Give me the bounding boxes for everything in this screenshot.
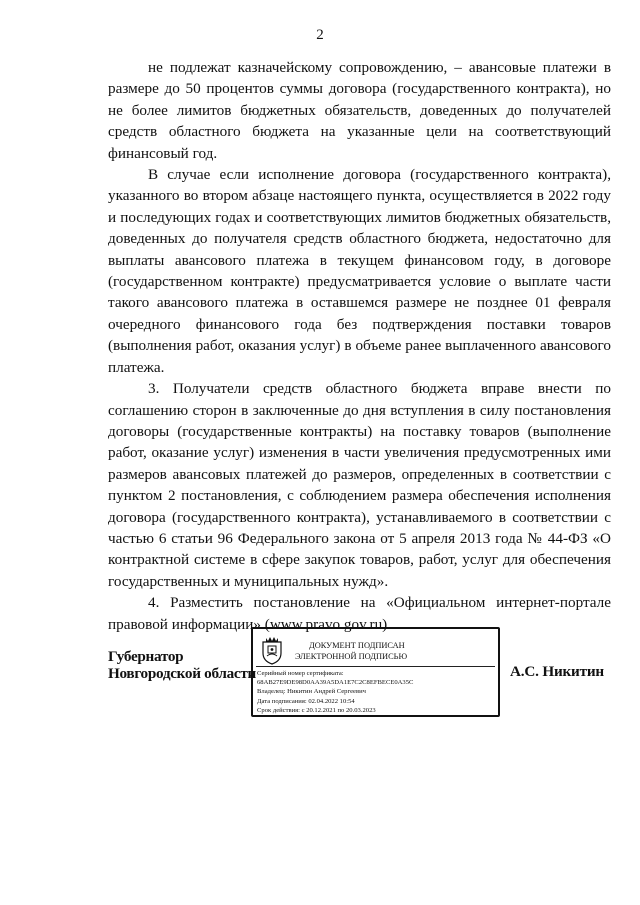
paragraph-advance-payment: В случае если исполнение договора (государственного контракта), указанного во втором абзаце настоящего пункта, осуществляется в 2022 году и последующих годах и соответствующих лимитов бюджетных обязательств, доведенных до получателя средств областного бюджета, недостаточно для выплаты авансового платежа в текущем финансовом году, в договоре (государственном контракте) предусматривается условие о выплате части такого авансового платежа в оставшемся размере не позднее 01 февраля очередного финансового года без подтверждения поставки товаров (выполнения работ, оказания услуг) в объеме ранее выплаченного авансового платежа. — [108, 166, 611, 376]
signed-date: Дата подписания: 02.04.2022 10:54 — [257, 697, 355, 705]
stamp-details — [257, 669, 413, 715]
stamp-header — [295, 640, 407, 662]
paragraph-item-3: 3. Получатели средств областного бюджета вправе внести по соглашению сторон в заключенные до дня вступления в силу постановления договоры (государственные контракты) на поставку товаров (выполнение работ, оказание услуг) изменения в части увеличения предусмотренных ими размеров авансовых платежей до размеров, определенных в соответствии с пунктом 2 постановления, с соблюдением размера обеспечения исполнения договора (государственного контракта), устанавливаемого в соответствии с частью 6 статьи 96 Федерального закона от 5 апреля 2013 года № 44-ФЗ «О контрактной системе в сфере закупок товаров, работ, услуг для обеспечения государственных и муниципальных нужд». — [108, 380, 611, 590]
document-body — [108, 57, 611, 635]
signatory-position — [108, 648, 256, 682]
cert-serial: 68AB27E9DE98D0AA39A5DA1E7C2C8EFBECE0A35C — [257, 679, 414, 687]
cert-validity: Срок действия: с 20.12.2021 по 20.03.2023 — [257, 706, 376, 714]
coat-of-arms-icon — [260, 635, 284, 665]
stamp-divider — [256, 666, 495, 667]
stamp-header-line-1: ДОКУМЕНТ ПОДПИСАН — [309, 641, 405, 650]
signatory-name: А.С. Никитин — [510, 663, 604, 680]
electronic-signature-stamp — [251, 627, 500, 717]
paragraph-continuation: не подлежат казначейскому сопровождению, – авансовые платежи в размере до 50 процентов суммы договора (государственного контракта), но не более лимитов бюджетных обязательств, доведенных до получателей средств областного бюджета на указанные цели на соответствующий финансовый год. — [108, 59, 611, 162]
cert-owner: Владелец: Никитин Андрей Сергеевич — [257, 688, 366, 696]
stamp-header-line-2: ЭЛЕКТРОННОЙ ПОДПИСЬЮ — [295, 652, 408, 661]
position-line-2: Новгородской области — [108, 665, 256, 682]
paragraph-item-4: 4. Разместить постановление на «Официальном интернет-портале правовой информации» (www.pravo.gov.ru). — [108, 594, 611, 633]
position-line-1: Губернатор — [108, 648, 184, 665]
page-number: 2 — [316, 27, 324, 43]
cert-label: Серийный номер сертификата: — [257, 670, 344, 677]
